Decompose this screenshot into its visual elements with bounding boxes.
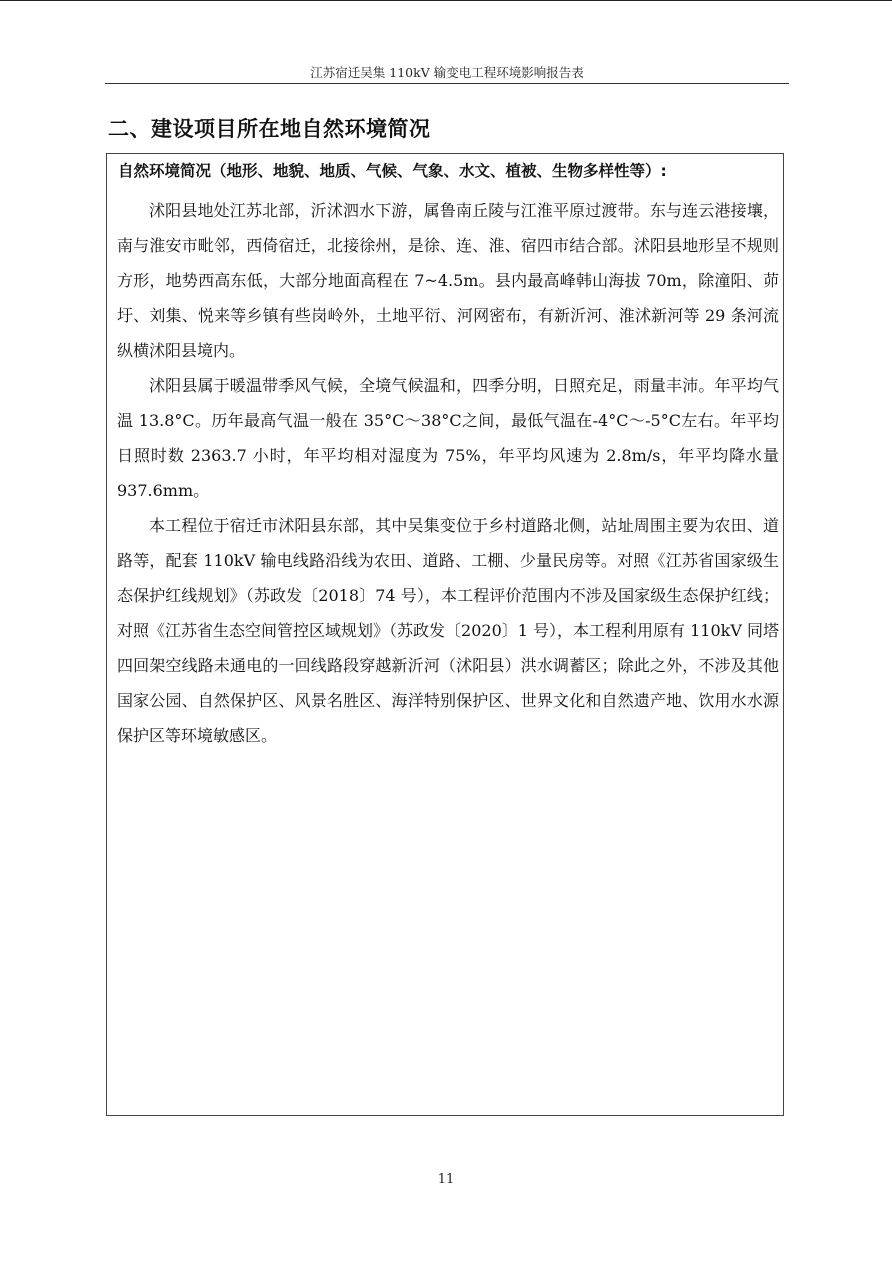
paragraph-geography: 沭阳县地处江苏北部，沂沭泗水下游，属鲁南丘陵与江淮平原过渡带。东与连云港接壤，南与淮安市毗邻，西倚宿迁，北接徐州，是徐、连、淮、宿四市结合部。沭阳县地形呈不规则方形，地势西高东低，大部分地面高程在 7~4.5m。县内最高峰韩山海拔 70m，除潼阳、茆圩、刘集、悦来等乡镇有些岗岭外，土地平衍、河网密布，有新沂河、淮沭新河等 29 条河流纵横沭阳县境内。 [117, 201, 779, 360]
page-top-border [0, 0, 892, 1]
running-header: 江苏宿迁吴集 110kV 输变电工程环境影响报告表 [310, 65, 584, 80]
paragraph-group [117, 193, 779, 753]
page-number: 11 [437, 1172, 455, 1187]
header-rule [105, 83, 789, 84]
section-title: 二、建设项目所在地自然环境简况 [108, 117, 431, 141]
paragraph-climate: 沭阳县属于暖温带季风气候，全境气候温和，四季分明，日照充足，雨量丰沛。年平均气温 13.8°C。历年最高气温一般在 35°C～38°C之间，最低气温在-4°C～-5°C左右。年平均日照时数 2363.7 小时，年平均相对湿度为 75%，年平均风速为 2.8m/s，年平均降水量 937.6mm。 [117, 376, 779, 500]
paragraph-project-location: 本工程位于宿迁市沭阳县东部，其中吴集变位于乡村道路北侧，站址周围主要为农田、道路等，配套 110kV 输电线路沿线为农田、道路、工棚、少量民房等。对照《江苏省国家级生态保护红线规划》（苏政发〔2018〕74 号），本工程评价范围内不涉及国家级生态保护红线；对照《江苏省生态空间管控区域规划》（苏政发〔2020〕1 号），本工程利用原有 110kV 同塔四回架空线路未通电的一回线路段穿越新沂河（沭阳县）洪水调蓄区；除此之外，不涉及其他国家公园、自然保护区、风景名胜区、海洋特别保护区、世界文化和自然遗产地、饮用水水源保护区等环境敏感区。 [117, 516, 779, 745]
box-heading: 自然环境简况（地形、地貌、地质、气候、气象、水文、植被、生物多样性等）: [118, 162, 667, 180]
natural-environment-box [106, 153, 784, 1116]
